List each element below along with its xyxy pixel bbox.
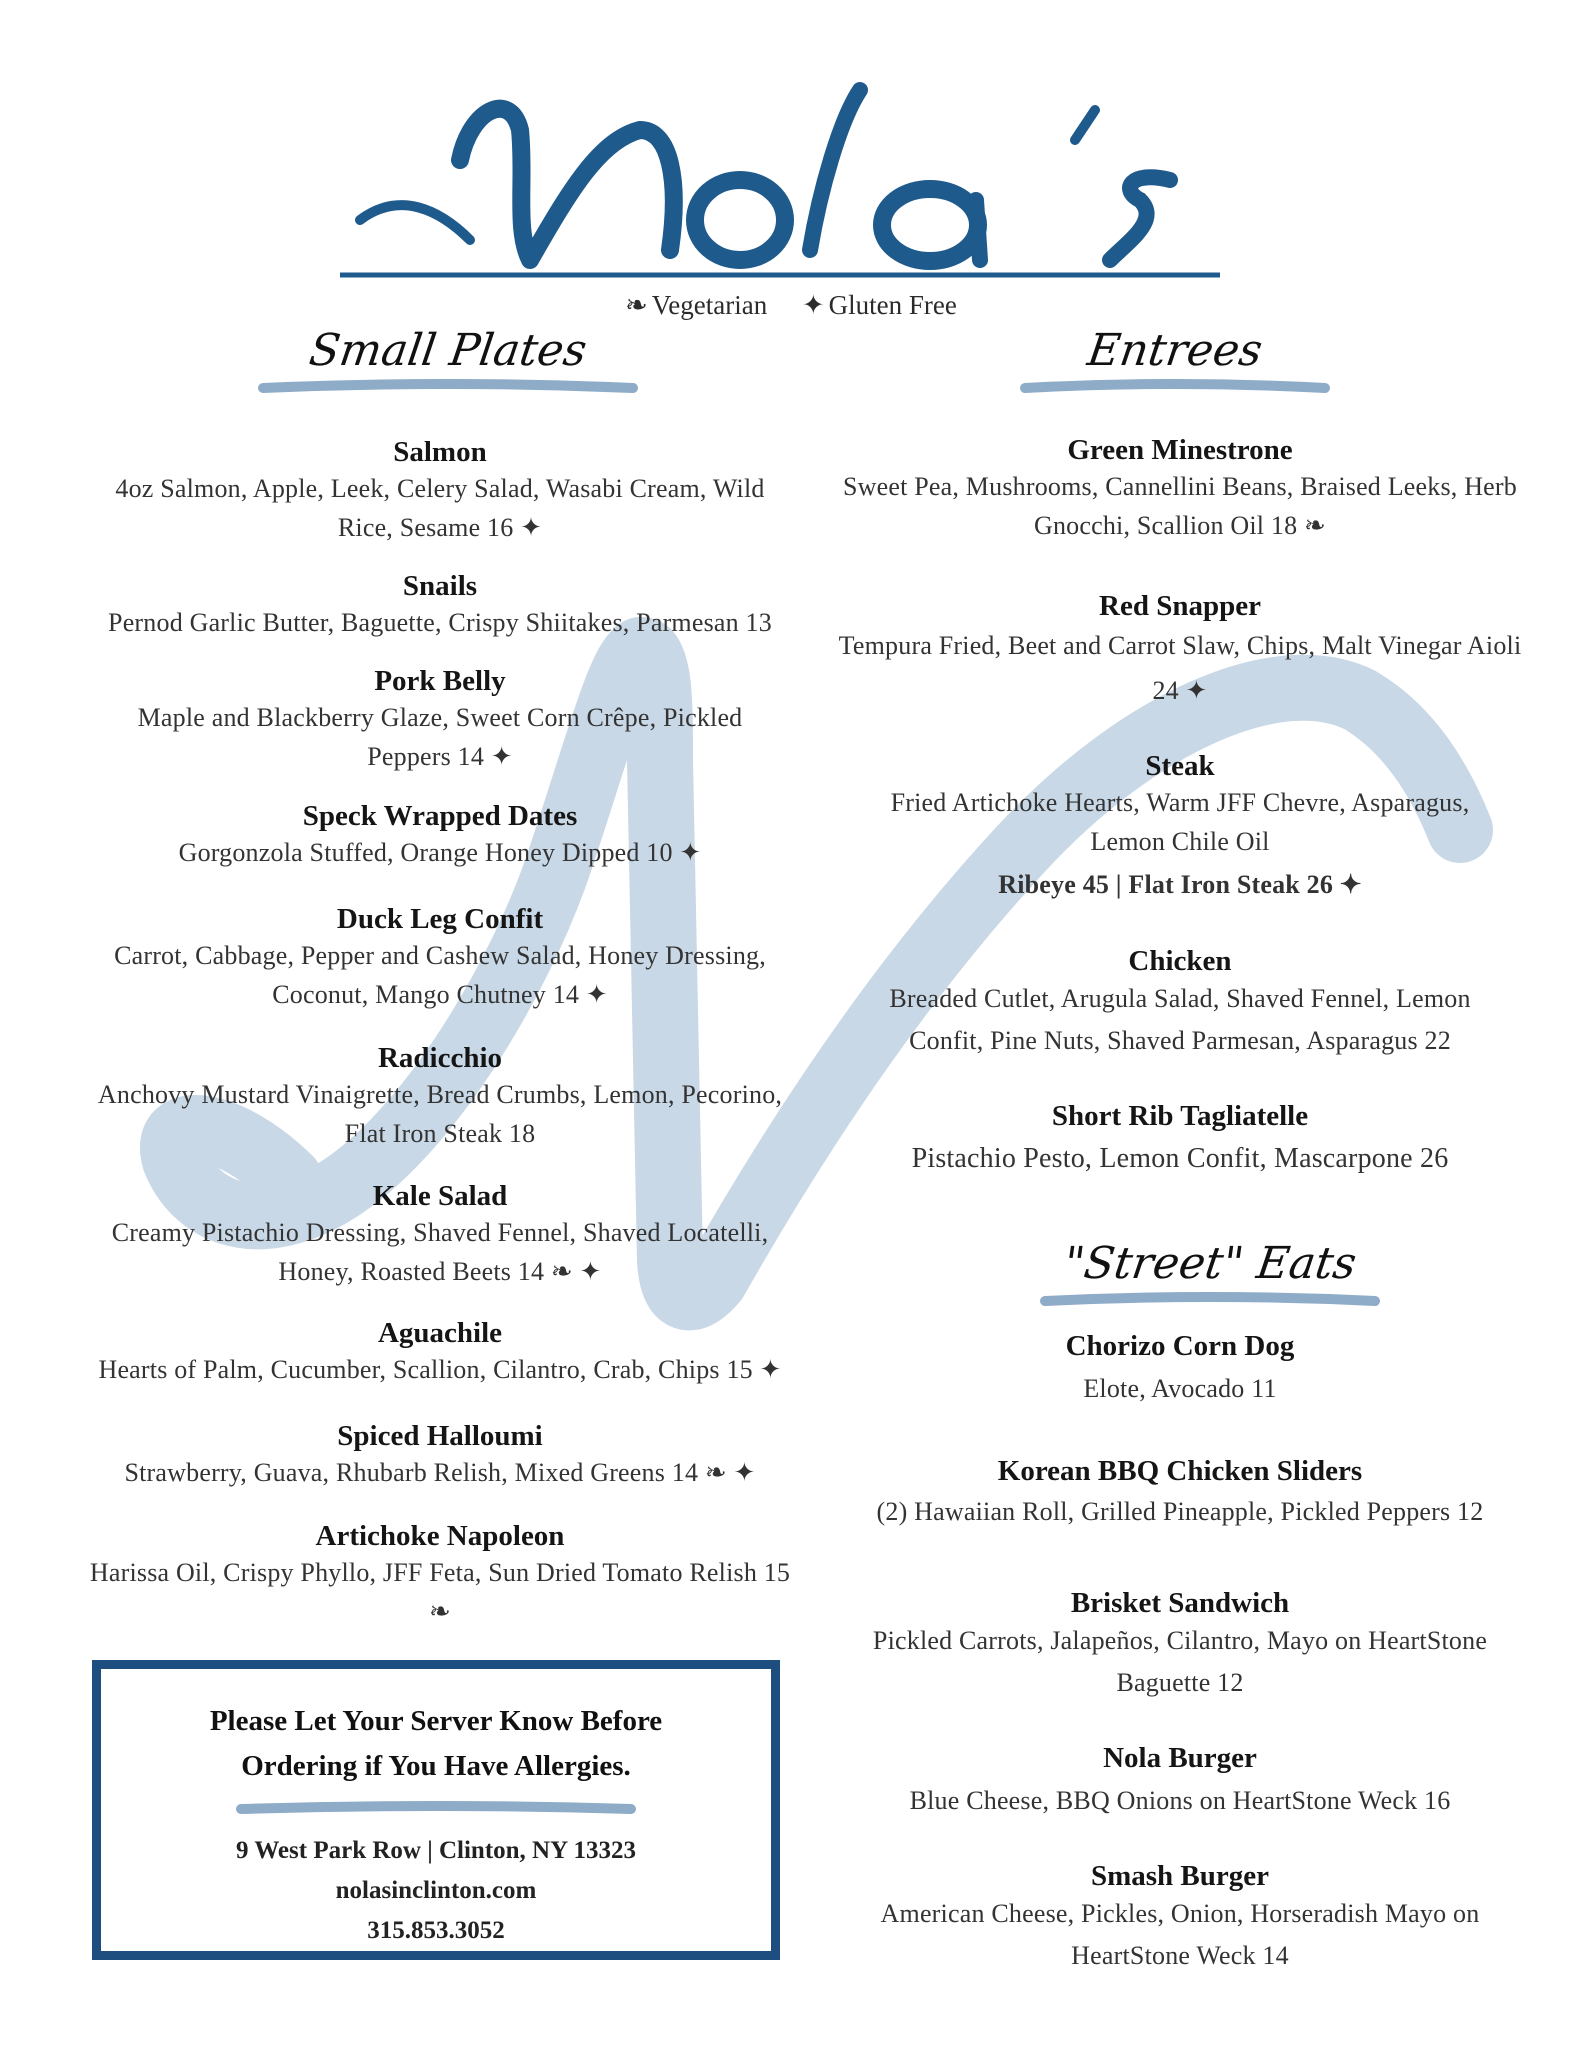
item-name: Duck Leg Confit <box>336 903 544 935</box>
item-desc: American Cheese, Pickles, Onion, Horseradish Mayo on HeartStone Weck 14 <box>880 1899 1480 1970</box>
item-name: Kale Salad <box>372 1180 508 1212</box>
menu-item-red-snapper <box>830 590 1530 713</box>
brush-stroke <box>258 376 638 398</box>
item-desc: Gorgonzola Stuffed, Orange Honey Dipped 10 ✦ <box>178 838 702 867</box>
item-name: Short Rib Tagliatelle <box>1051 1100 1309 1132</box>
item-name: Steak <box>1145 750 1215 782</box>
menu-item-short-rib-tagliatelle <box>830 1100 1530 1178</box>
vegetarian-legend <box>625 290 767 320</box>
item-name: Pork Belly <box>374 665 506 697</box>
gluten-free-icon: ✦ <box>801 290 825 320</box>
dietary-legend <box>0 290 1582 321</box>
menu-item-pork-belly <box>70 665 810 776</box>
gluten-free-label: Gluten Free <box>828 290 957 320</box>
item-name: Spiced Halloumi <box>337 1420 543 1452</box>
menu-item-korean-bbq-chicken-sliders <box>830 1455 1530 1531</box>
item-desc: Maple and Blackberry Glaze, Sweet Corn Crêpe, Pickled Peppers 14 ✦ <box>137 703 743 771</box>
item-name: Smash Burger <box>1090 1860 1270 1892</box>
item-price-line: Ribeye 45 | Flat Iron Steak 26 ✦ <box>998 870 1362 899</box>
item-name: Artichoke Napoleon <box>315 1520 565 1552</box>
brush-stroke <box>236 1799 636 1819</box>
item-desc: Breaded Cutlet, Arugula Salad, Shaved Fennel, Lemon Confit, Pine Nuts, Shaved Parmesan, Asparagus 22 <box>889 984 1471 1055</box>
street-eats-heading <box>1040 1238 1380 1311</box>
brush-stroke <box>1020 376 1330 398</box>
menu-item-nola-burger <box>830 1742 1530 1820</box>
item-name: Aguachile <box>377 1317 503 1349</box>
phone-number[interactable]: 315.853.3052 <box>367 1917 505 1944</box>
allergy-warning <box>101 1699 771 1789</box>
item-name: Chicken <box>1128 945 1232 977</box>
item-desc: Hearts of Palm, Cucumber, Scallion, Cilantro, Crab, Chips 15 ✦ <box>98 1355 782 1384</box>
item-desc: Strawberry, Guava, Rhubarb Relish, Mixed Greens 14 ❧ ✦ <box>124 1458 756 1487</box>
menu-item-chicken <box>830 945 1530 1062</box>
menu-item-steak <box>830 750 1530 904</box>
item-desc: (2) Hawaiian Roll, Grilled Pineapple, Pickled Peppers 12 <box>876 1497 1484 1526</box>
item-desc: Creamy Pistachio Dressing, Shaved Fennel, Shaved Locatelli, Honey, Roasted Beets 14 ❧ ✦ <box>111 1218 769 1286</box>
menu-item-speck-wrapped-dates <box>70 800 810 872</box>
item-desc: Pistachio Pesto, Lemon Confit, Mascarpone 26 <box>911 1143 1449 1174</box>
menu-item-chorizo-corn-dog <box>830 1330 1530 1408</box>
item-desc: Blue Cheese, BBQ Onions on HeartStone Weck 16 <box>909 1786 1451 1815</box>
menu-item-kale-salad <box>70 1180 810 1291</box>
item-desc: Harissa Oil, Crispy Phyllo, JFF Feta, Sun Dried Tomato Relish 15 ❧ <box>89 1558 791 1626</box>
menu-item-smash-burger <box>830 1860 1530 1977</box>
item-desc: Tempura Fried, Beet and Carrot Slaw, Chips, Malt Vinegar Aioli 24 ✦ <box>838 631 1522 705</box>
item-desc: Carrot, Cabbage, Pepper and Cashew Salad, Honey Dressing, Coconut, Mango Chutney 14 ✦ <box>114 941 766 1009</box>
gluten-free-legend <box>802 290 957 320</box>
nolas-logo <box>340 70 1240 290</box>
item-desc: Anchovy Mustard Vinaigrette, Bread Crumbs, Lemon, Pecorino, Flat Iron Steak 18 <box>97 1080 783 1148</box>
item-name: Green Minestrone <box>1067 434 1293 466</box>
menu-item-salmon <box>70 436 810 547</box>
item-name: Nola Burger <box>1103 1742 1257 1774</box>
item-desc: Pickled Carrots, Jalapeños, Cilantro, Mayo on HeartStone Baguette 12 <box>872 1626 1488 1697</box>
item-desc: 4oz Salmon, Apple, Leek, Celery Salad, Wasabi Cream, Wild Rice, Sesame 16 ✦ <box>115 474 765 542</box>
entrees-title: Entrees <box>1084 325 1266 376</box>
item-desc: Elote, Avocado 11 <box>1083 1374 1277 1403</box>
item-desc: Pernod Garlic Butter, Baguette, Crispy Shiitakes, Parmesan 13 <box>108 608 772 637</box>
allergy-info-box <box>92 1660 780 1960</box>
brush-stroke <box>1040 1289 1380 1311</box>
small-plates-heading <box>258 325 638 398</box>
item-name: Snails <box>402 570 478 602</box>
item-name: Salmon <box>393 436 487 468</box>
small-plates-title: Small Plates <box>306 325 590 376</box>
vegetarian-label: Vegetarian <box>651 290 768 320</box>
allergy-warning-line1: Please Let Your Server Know Before <box>209 1705 663 1737</box>
vegetarian-icon: ❧ <box>625 290 648 320</box>
menu-item-artichoke-napoleon <box>70 1520 810 1631</box>
item-name: Radicchio <box>377 1042 503 1074</box>
item-name: Brisket Sandwich <box>1070 1587 1290 1619</box>
entrees-heading <box>1020 325 1330 398</box>
menu-item-radicchio <box>70 1042 810 1153</box>
allergy-warning-line2: Ordering if You Have Allergies. <box>241 1750 631 1782</box>
address: 9 West Park Row | Clinton, NY 13323 <box>236 1837 636 1864</box>
menu-item-snails <box>70 570 810 642</box>
menu-item-duck-leg-confit <box>70 903 810 1014</box>
item-name: Speck Wrapped Dates <box>302 800 578 832</box>
item-name: Korean BBQ Chicken Sliders <box>997 1455 1363 1487</box>
item-name: Chorizo Corn Dog <box>1065 1330 1295 1362</box>
menu-item-aguachile <box>70 1317 810 1389</box>
menu-item-green-minestrone <box>830 434 1530 545</box>
website-link[interactable]: nolasinclinton.com <box>335 1877 537 1904</box>
item-name: Red Snapper <box>1099 590 1261 622</box>
menu-item-brisket-sandwich <box>830 1587 1530 1704</box>
item-desc: Sweet Pea, Mushrooms, Cannellini Beans, Braised Leeks, Herb Gnocchi, Scallion Oil 18 ❧ <box>843 472 1517 540</box>
street-eats-title: "Street" Eats <box>1060 1238 1360 1289</box>
item-desc: Fried Artichoke Hearts, Warm JFF Chevre, Asparagus, Lemon Chile Oil <box>890 788 1470 856</box>
menu-item-spiced-halloumi <box>70 1420 810 1492</box>
